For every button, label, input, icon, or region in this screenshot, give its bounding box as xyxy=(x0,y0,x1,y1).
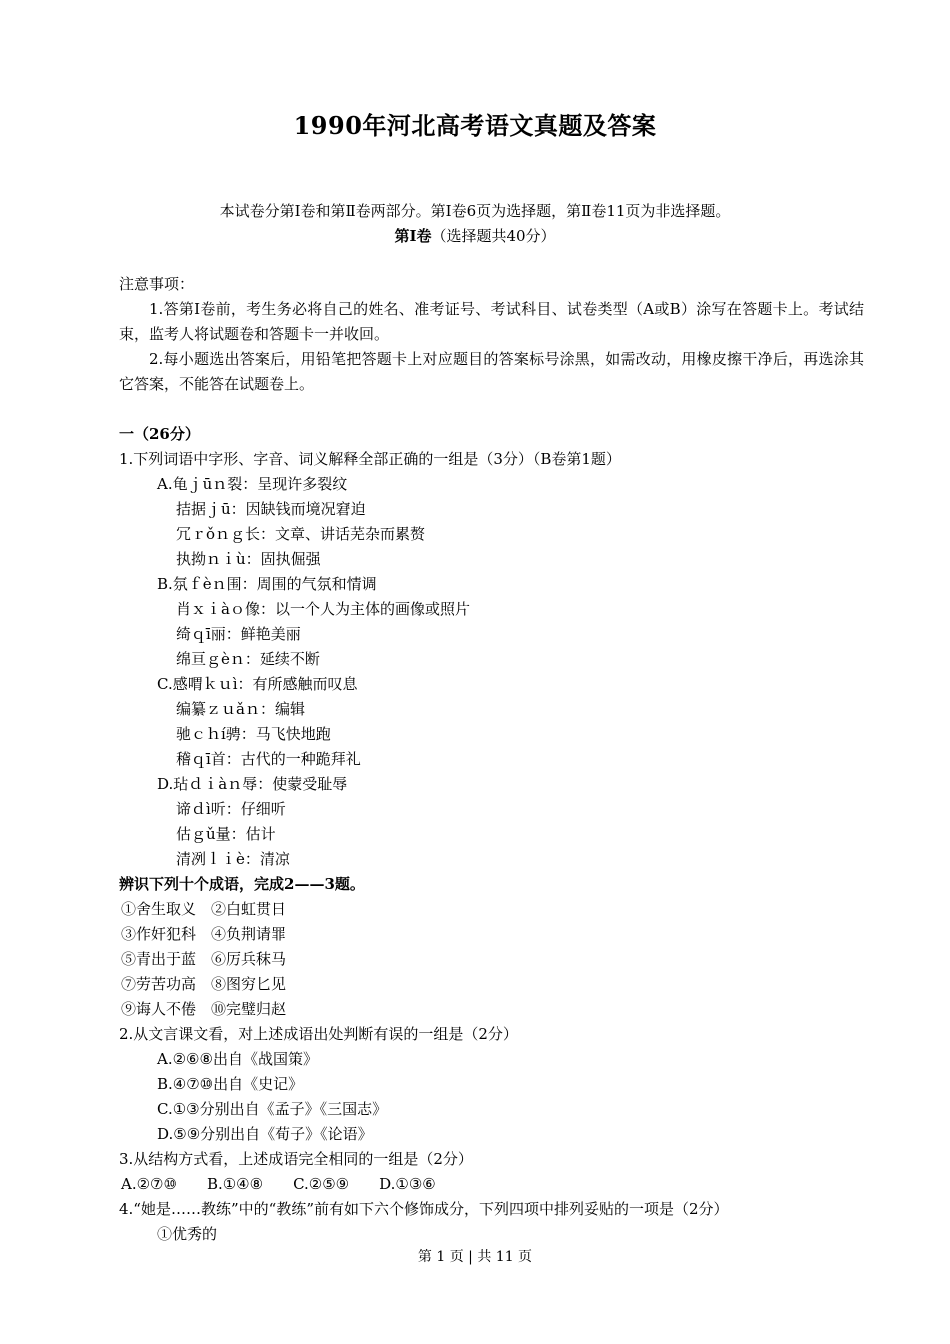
q1-option-c-line: 驰ｃｈí骋：马飞快地跑 xyxy=(176,725,331,743)
page-footer: 第 1 页 | 共 11 页 xyxy=(417,1249,533,1265)
q1-option-a-line: A.龟ｊūｎ裂：呈现许多裂纹 xyxy=(157,475,348,493)
q1-option-b-line: 绮ｑī丽：鲜艳美丽 xyxy=(176,625,301,643)
q1-option-c-line: 稽ｑī首：古代的一种跪拜礼 xyxy=(176,750,361,768)
q1-option-d-line: 清冽ｌｉè：清凉 xyxy=(176,850,290,868)
question-3-stem: 3.从结构方式看，上述成语完全相同的一组是（2分） xyxy=(119,1150,473,1168)
q1-option-a-line: 拮据ｊū：因缺钱而境况窘迫 xyxy=(176,500,366,518)
question-2-stem: 2.从文言课文看，对上述成语出处判断有误的一组是（2分） xyxy=(119,1025,518,1043)
document-body xyxy=(119,272,864,1247)
q1-option-b-line: B.氛ｆèｎ围：周围的气氛和情调 xyxy=(157,575,377,593)
q2-option: C.①③分别出自《孟子》《三国志》 xyxy=(157,1100,388,1118)
q2-option: B.④⑦⑩出自《史记》 xyxy=(157,1075,304,1093)
question-1-stem: 1.下列词语中字形、字音、词义解释全部正确的一组是（3分）（B卷第1题） xyxy=(119,450,621,468)
idioms-row: ③作奸犯科 ④负荆请罪 xyxy=(121,925,287,943)
intro-line: 本试卷分第Ⅰ卷和第Ⅱ卷两部分。第Ⅰ卷6页为选择题，第Ⅱ卷11页为非选择题。 xyxy=(219,202,731,220)
part-title: 第Ⅰ卷 xyxy=(394,227,432,245)
q3-options: A.②⑦⑩ B.①④⑧ C.②⑤⑨ D.①③⑥ xyxy=(121,1175,436,1193)
q1-option-b-line: 绵亘ｇèｎ：延续不断 xyxy=(176,650,320,668)
idioms-heading: 辨识下列十个成语，完成2——3题。 xyxy=(119,875,365,893)
q1-option-a-line: 执拗ｎｉù：固执倔强 xyxy=(176,550,321,568)
q1-option-d-line: D.玷ｄｉàｎ辱：使蒙受耻辱 xyxy=(157,775,348,793)
note-item-2: 2.每小题选出答案后，用铅笔把答题卡上对应题目的答案标号涂黑，如需改动，用橡皮擦干净后，再选涂其它答案，不能答在试题卷上。 xyxy=(119,350,864,393)
q1-option-a-line: 冗ｒǒｎｇ长：文章、讲话芜杂而累赘 xyxy=(176,525,426,543)
idioms-row: ⑦劳苦功高 ⑧图穷匕见 xyxy=(121,975,287,993)
q2-option: A.②⑥⑧出自《战国策》 xyxy=(157,1050,318,1068)
part-heading xyxy=(0,225,950,246)
q2-option: D.⑤⑨分别出自《荀子》《论语》 xyxy=(157,1125,373,1143)
q1-option-c-line: C.感喟ｋｕì：有所感触而叹息 xyxy=(157,675,358,693)
note-item-1: 1.答第Ⅰ卷前，考生务必将自己的姓名、准考证号、考试科目、试卷类型（A或B）涂写在答题卡上。考试结束，监考人将试题卷和答题卡一并收回。 xyxy=(119,300,864,343)
q4-item: ①优秀的 xyxy=(157,1225,218,1243)
q1-option-d-line: 估ｇǔ量：估计 xyxy=(176,825,276,843)
section-heading: 一（26分） xyxy=(119,425,200,443)
q1-option-b-line: 肖ｘｉàｏ像：以一个人为主体的画像或照片 xyxy=(176,600,470,618)
part-note: （选择题共40分） xyxy=(431,227,556,245)
document-title: 1990年河北高考语文真题及答案 xyxy=(293,111,657,140)
spacer xyxy=(119,397,864,422)
q1-option-d-line: 谛ｄì听：仔细听 xyxy=(176,800,286,818)
notes-heading: 注意事项： xyxy=(119,275,195,293)
idioms-row: ⑨诲人不倦 ⑩完璧归赵 xyxy=(121,1000,287,1018)
idioms-row: ①舍生取义 ②白虹贯日 xyxy=(121,900,287,918)
q1-option-c-line: 编纂ｚｕǎｎ：编辑 xyxy=(176,700,305,718)
idioms-row: ⑤青出于蓝 ⑥厉兵秣马 xyxy=(121,950,287,968)
question-4-stem: 4.“她是……教练”中的“教练”前有如下六个修饰成分，下列四项中排列妥贴的一项是（2分） xyxy=(119,1200,729,1218)
